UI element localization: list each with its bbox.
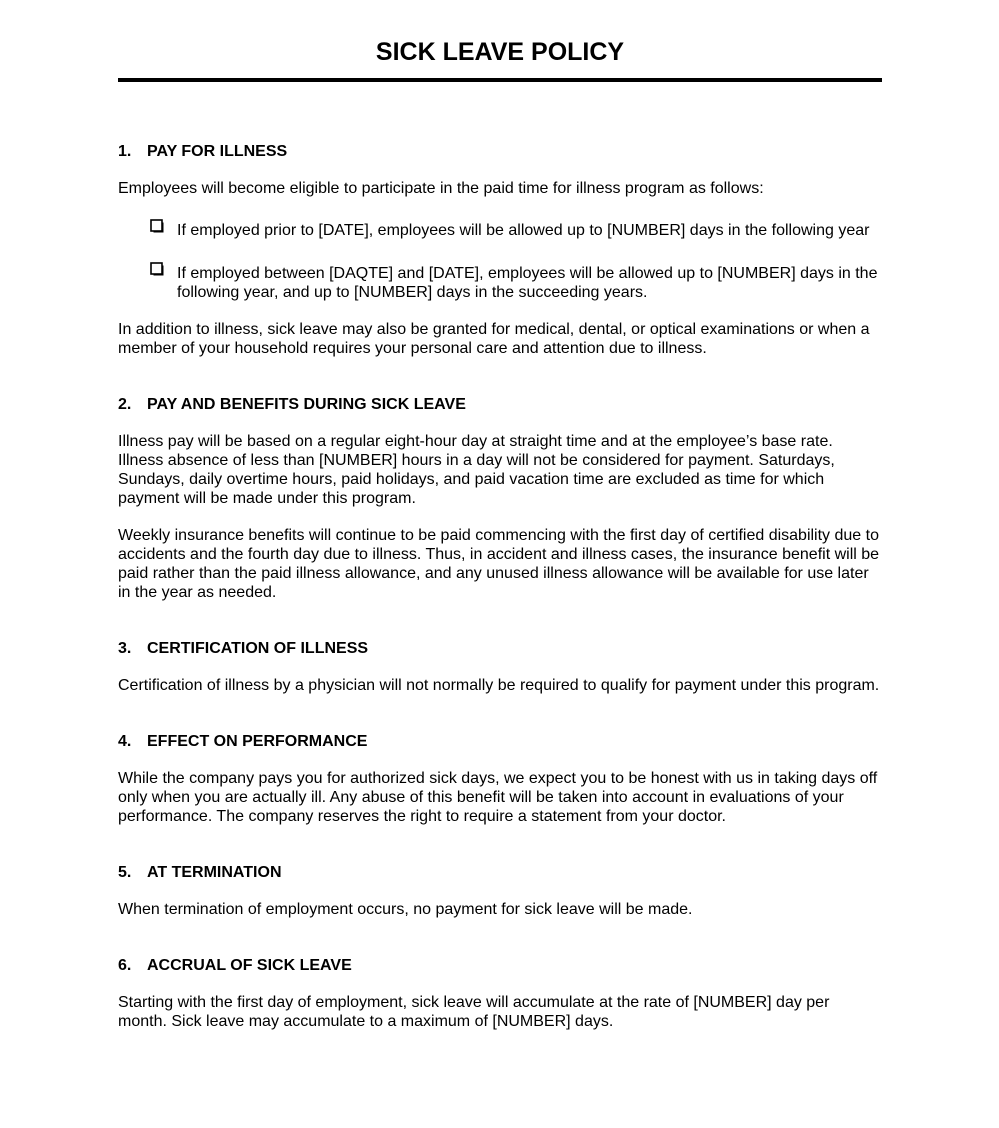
section-paragraph: Starting with the first day of employment, sick leave will accumulate at the rate of [NUMBER] day per month. Sick leave may accumulate to a maximum of [NUMBER] days. bbox=[118, 994, 830, 1030]
section-accrual-of-sick-leave bbox=[118, 956, 882, 1031]
checkbox-icon bbox=[150, 262, 166, 278]
section-certification-of-illness bbox=[118, 639, 882, 695]
checklist-item-text: If employed prior to [DATE], employees will be allowed up to [NUMBER] days in the following year bbox=[177, 222, 870, 239]
section-number: 3. bbox=[118, 640, 132, 657]
section-effect-on-performance bbox=[118, 732, 882, 826]
section-title: PAY AND BENEFITS DURING SICK LEAVE bbox=[147, 396, 466, 413]
section-title: AT TERMINATION bbox=[147, 864, 282, 881]
section-heading bbox=[118, 863, 882, 882]
title-divider bbox=[118, 78, 882, 82]
section-title: CERTIFICATION OF ILLNESS bbox=[147, 640, 369, 657]
checklist-item bbox=[118, 221, 882, 240]
section-heading bbox=[118, 395, 882, 414]
section-number: 5. bbox=[118, 864, 132, 881]
section-paragraph: Certification of illness by a physician will not normally be required to qualify for payment under this program. bbox=[118, 677, 880, 694]
section-heading bbox=[118, 639, 882, 658]
section-paragraph: In addition to illness, sick leave may also be granted for medical, dental, or optical examinations or when a member of your household requires your personal care and attention due to illness. bbox=[118, 321, 870, 357]
document-body bbox=[118, 142, 882, 1031]
section-pay-for-illness bbox=[118, 142, 882, 358]
section-heading bbox=[118, 142, 882, 161]
checklist-item-text: If employed between [DAQTE] and [DATE], employees will be allowed up to [NUMBER] days in the following year, and up to [NUMBER] days in the succeeding years. bbox=[177, 265, 878, 301]
section-title: ACCRUAL OF SICK LEAVE bbox=[147, 957, 352, 974]
section-title: PAY FOR ILLNESS bbox=[147, 143, 288, 160]
section-paragraph: Employees will become eligible to participate in the paid time for illness program as follows: bbox=[118, 180, 764, 197]
section-number: 1. bbox=[118, 143, 132, 160]
eligibility-checklist bbox=[118, 221, 882, 302]
section-number: 6. bbox=[118, 957, 132, 974]
section-number: 4. bbox=[118, 733, 132, 750]
section-paragraph: When termination of employment occurs, no payment for sick leave will be made. bbox=[118, 901, 693, 918]
document-title: SICK LEAVE POLICY bbox=[375, 38, 625, 66]
section-paragraph: Illness pay will be based on a regular eight-hour day at straight time and at the employee’s base rate. Illness absence of less than [NUMBER] hours in a day will not be considered for payment. Saturdays, Sundays, daily overtime hours, paid holidays, and paid vacation time are excluded as time for which payment will be made under this program. bbox=[118, 433, 835, 507]
section-number: 2. bbox=[118, 396, 132, 413]
section-pay-and-benefits bbox=[118, 395, 882, 602]
checklist-item bbox=[118, 264, 882, 302]
section-title: EFFECT ON PERFORMANCE bbox=[147, 733, 368, 750]
section-at-termination bbox=[118, 863, 882, 919]
section-heading bbox=[118, 732, 882, 751]
section-paragraph: While the company pays you for authorized sick days, we expect you to be honest with us in taking days off only when you are actually ill. Any abuse of this benefit will be taken into account in evaluations of your performance. The company reserves the right to require a statement from your doctor. bbox=[118, 770, 878, 825]
section-paragraph: Weekly insurance benefits will continue to be paid commencing with the first day of certified disability due to accidents and the fourth day due to illness. Thus, in accident and illness cases, the insurance benefit will be paid rather than the paid illness allowance, and any unused illness allowance will be available for use later in the year as needed. bbox=[118, 527, 880, 601]
checkbox-icon bbox=[150, 219, 166, 235]
section-heading bbox=[118, 956, 882, 975]
